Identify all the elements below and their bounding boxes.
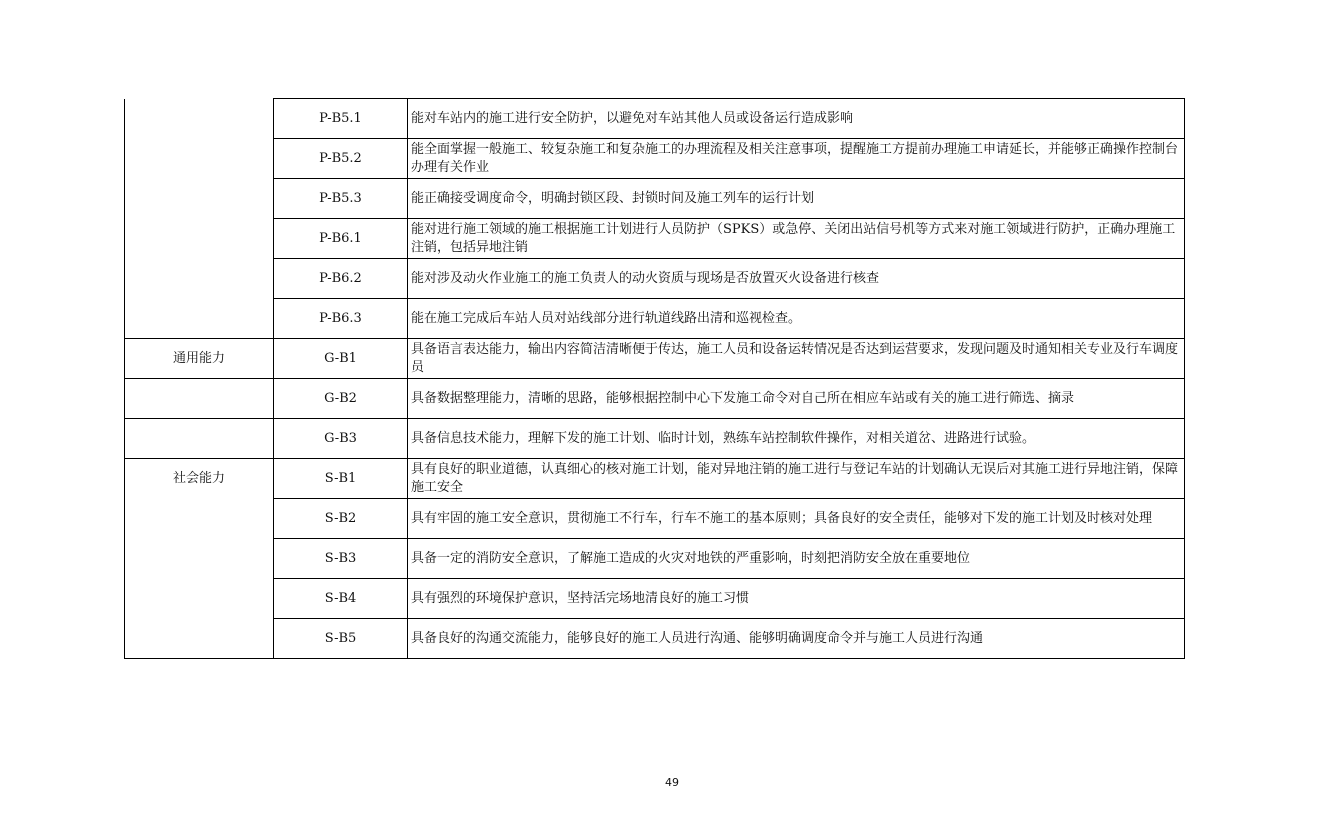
code-cell: S-B3 [274, 539, 408, 579]
description-cell: 具有强烈的环境保护意识，坚持活完场地清良好的施工习惯 [408, 579, 1185, 619]
code-cell: G-B1 [274, 339, 408, 379]
category-cell-empty [125, 379, 274, 419]
code-cell: P-B5.1 [274, 99, 408, 139]
description-cell: 具有良好的职业道德，认真细心的核对施工计划，能对异地注销的施工进行与登记车站的计划确认无误后对其施工进行异地注销，保障施工安全 [408, 459, 1185, 499]
category-cell-social [125, 459, 274, 659]
page-number: 49 [665, 776, 679, 789]
table-row [125, 419, 1185, 459]
table-row [125, 459, 1185, 499]
table-row [125, 499, 1185, 539]
description-cell: 能全面掌握一般施工、较复杂施工和复杂施工的办理流程及相关注意事项，提醒施工方提前办理施工申请延长，并能够正确操作控制台办理有关作业 [408, 139, 1185, 179]
table-row [125, 299, 1185, 339]
code-cell: P-B6.1 [274, 219, 408, 259]
description-cell: 能对涉及动火作业施工的施工负责人的动火资质与现场是否放置灭火设备进行核查 [408, 259, 1185, 299]
category-cell [125, 99, 274, 339]
code-cell: S-B1 [274, 459, 408, 499]
code-cell: P-B6.2 [274, 259, 408, 299]
table-row [125, 619, 1185, 659]
code-cell: P-B5.2 [274, 139, 408, 179]
code-cell: S-B4 [274, 579, 408, 619]
code-cell: P-B6.3 [274, 299, 408, 339]
description-cell: 具备数据整理能力，清晰的思路，能够根据控制中心下发施工命令对自己所在相应车站或有关的施工进行筛选、摘录 [408, 379, 1185, 419]
code-cell: G-B2 [274, 379, 408, 419]
table-row [125, 99, 1185, 139]
description-cell: 具备语言表达能力，输出内容简洁清晰便于传达，施工人员和设备运转情况是否达到运营要求，发现问题及时通知相关专业及行车调度员 [408, 339, 1185, 379]
skills-table [124, 98, 1185, 659]
table-row [125, 379, 1185, 419]
description-cell: 能对车站内的施工进行安全防护，以避免对车站其他人员或设备运行造成影响 [408, 99, 1185, 139]
description-cell: 具有牢固的施工安全意识，贯彻施工不行车，行车不施工的基本原则；具备良好的安全责任，能够对下发的施工计划及时核对处理 [408, 499, 1185, 539]
description-cell: 能对进行施工领域的施工根据施工计划进行人员防护（SPKS）或急停、关闭出站信号机等方式来对施工领域进行防护，正确办理施工注销，包括异地注销 [408, 219, 1185, 259]
code-cell: S-B2 [274, 499, 408, 539]
table-row [125, 179, 1185, 219]
category-cell-general: 通用能力 [125, 339, 274, 379]
code-cell: S-B5 [274, 619, 408, 659]
category-cell-empty [125, 419, 274, 459]
description-cell: 能正确接受调度命令，明确封锁区段、封锁时间及施工列车的运行计划 [408, 179, 1185, 219]
description-cell: 具备信息技术能力，理解下发的施工计划、临时计划，熟练车站控制软件操作，对相关道岔、进路进行试验。 [408, 419, 1185, 459]
description-cell: 能在施工完成后车站人员对站线部分进行轨道线路出清和巡视检查。 [408, 299, 1185, 339]
description-cell: 具备一定的消防安全意识，了解施工造成的火灾对地铁的严重影响，时刻把消防安全放在重要地位 [408, 539, 1185, 579]
table-row [125, 139, 1185, 179]
code-cell: P-B5.3 [274, 179, 408, 219]
description-cell: 具备良好的沟通交流能力，能够良好的施工人员进行沟通、能够明确调度命令并与施工人员进行沟通 [408, 619, 1185, 659]
code-cell: G-B3 [274, 419, 408, 459]
table-row [125, 339, 1185, 379]
table-row [125, 539, 1185, 579]
table-row [125, 259, 1185, 299]
category-label: 社会能力 [172, 471, 225, 486]
table-row [125, 219, 1185, 259]
table-row [125, 579, 1185, 619]
